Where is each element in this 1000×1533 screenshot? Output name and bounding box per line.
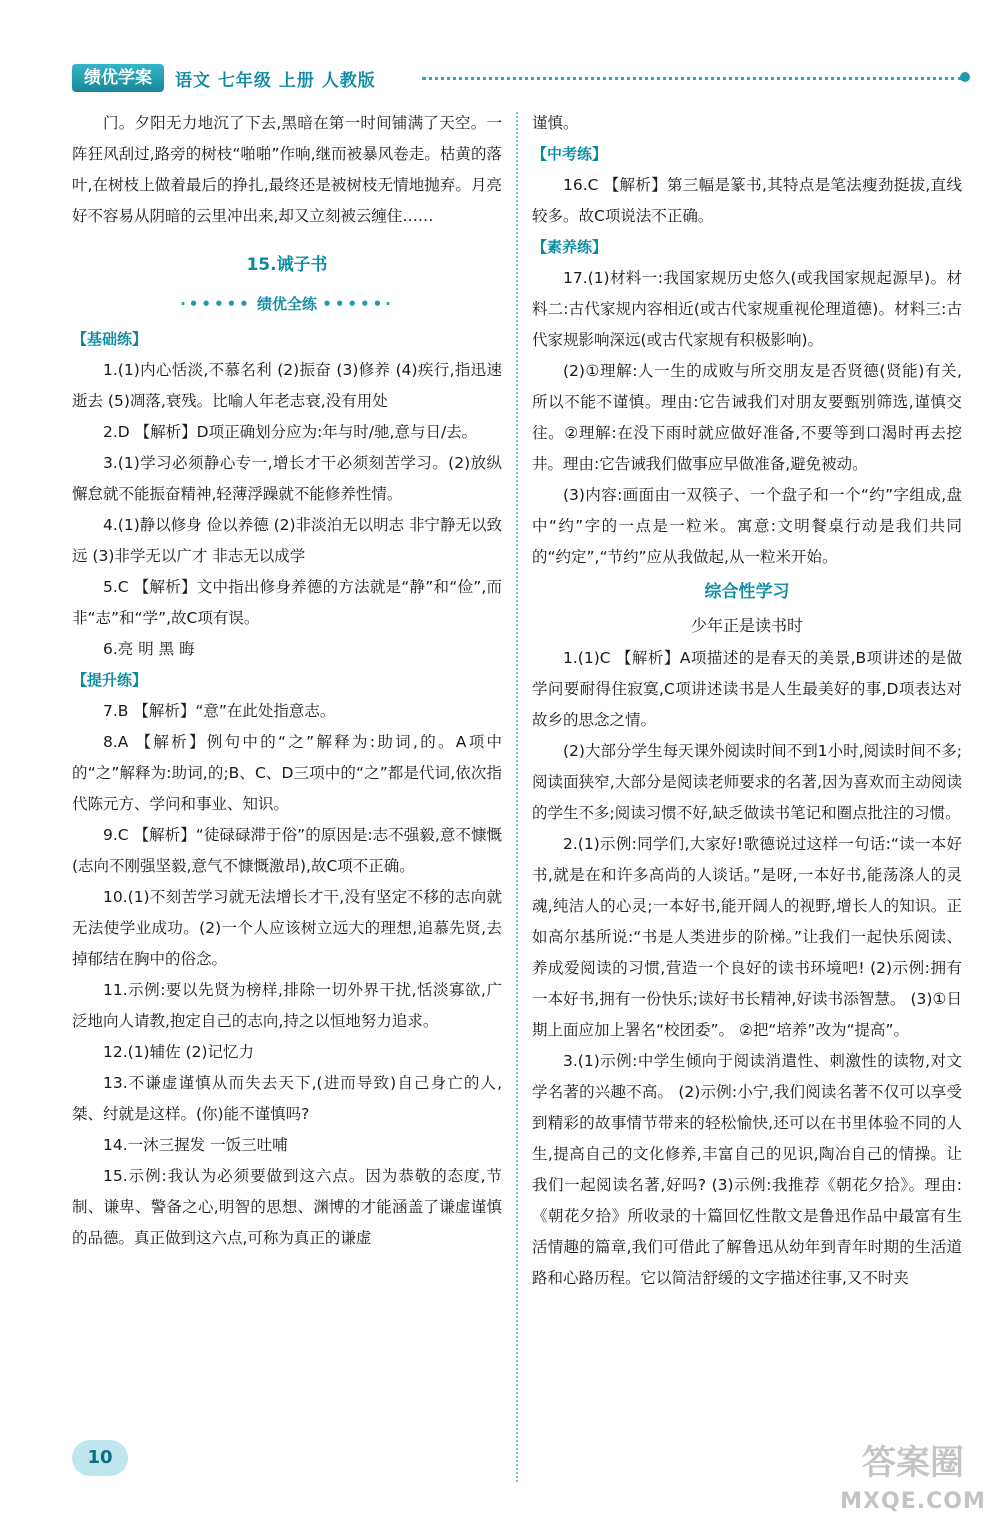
brand-logo: 绩优学案 [72, 64, 164, 92]
section-subtitle: 少年正是读书时 [690, 616, 803, 635]
answer-item: 14.一沐三握发 一饭三吐哺 [103, 1136, 288, 1154]
answer-item: (3)内容:画面由一双筷子、一个盘子和一个“约”字组成,盘中“约”字的一点是一粒米。寓意:文明餐桌行动是我们共同的“约定”,“节约”应从我做起,从一粒米开始。 [532, 486, 962, 566]
answer-item: (2)大部分学生每天课外阅读时间不到1小时,阅读时间不多;阅读面狭窄,大部分是阅读老师要求的名著,因为喜欢而主动阅读的学生不多;阅读习惯不好,缺乏做读书笔记和圈点批注的习惯。 [532, 742, 962, 822]
ribbon-dots-icon: •••••· [322, 295, 394, 313]
answer-item: 11.示例:要以先贤为榜样,排除一切外界干扰,恬淡寡欲,广泛地向人请教,抱定自己的志向,持之以恒地努力追求。 [72, 981, 502, 1030]
answer-item: 12.(1)辅佐 (2)记忆力 [103, 1043, 254, 1061]
answer-item: 3.(1)示例:中学生倾向于阅读消遣性、刺激性的读物,对文学名著的兴趣不高。 (2)示例:小宁,我们阅读名著不仅可以享受到精彩的故事情节带来的轻松愉快,还可以在书里体验不同的人生,提高自己的文化修养,丰富自己的见识,陶冶自己的情操。让我们一起阅读名著,好吗? (3)示例:我推荐《朝花夕拾》。理由:《朝花夕拾》所收录的十篇回忆性散文是鲁迅作品中最富有生活情趣的篇章,我们可借此了解鲁迅从幼年到青年时期的生活道路和心路历程。它以简洁舒缓的文字描述往事,又不时夹 [532, 1052, 962, 1287]
watermark-top: 答案圈 [862, 1443, 964, 1483]
answer-item: (2)①理解:人一生的成败与所交朋友是否贤德(贤能)有关,所以不能不谨慎。理由:它告诫我们对朋友要甄别筛选,谨慎交往。②理解:在没下雨时就应做好准备,不要等到口渴时再去挖井。理由:它告诫我们做事应早做准备,避免被动。 [532, 362, 962, 473]
continued-text: 谨慎。 [532, 114, 579, 132]
answer-item: 9.C 【解析】“徒碌碌滞于俗”的原因是:志不强毅,意不慷慨(志向不刚强坚毅,意气不慷慨激昂),故C项不正确。 [72, 826, 502, 875]
answer-item: 5.C 【解析】文中指出修身养德的方法就是“静”和“俭”,而非“志”和“学”,故C项有误。 [72, 578, 502, 627]
answer-item: 8.A 【解析】例句中的“之”解释为:助词,的。A项中的“之”解释为:助词,的;B、C、D三项中的“之”都是代词,依次指代陈元方、学问和事业、知识。 [72, 733, 502, 813]
answer-item: 1.(1)C 【解析】A项描述的是春天的美景,B项讲述的是做学问要耐得住寂寞,C项讲述读书是人生最美好的事,D项表达对故乡的思念之情。 [532, 649, 962, 729]
ribbon-label: 绩优全练 [256, 295, 317, 313]
answer-item: 7.B 【解析】“意”在此处指意志。 [103, 702, 336, 720]
answer-item: 6.亮 明 黑 晦 [103, 640, 195, 658]
section-title: 综合性学习 [704, 582, 790, 602]
answer-item: 2.(1)示例:同学们,大家好!歌德说过这样一句话:“读一本好书,就是在和许多高尚的人谈话。”是呀,一本好书,能荡涤人的灵魂,纯洁人的心灵;一本好书,能开阔人的视野,增长人的知识。正如高尔基所说:“书是人类进步的阶梯。”让我们一起快乐阅读、养成爱阅读的习惯,营造一个良好的读书环境吧! (2)示例:拥有一本好书,拥有一份快乐;读好书长精神,好读书添智慧。 (3)①日期上面应加上署名“校团委”。 ②把“培养”改为“提高”。 [532, 835, 962, 1039]
literacy-practice-tag: 【素养练】 [532, 238, 608, 256]
answer-item: 2.D 【解析】D项正确划分应为:年与时/驰,意与日/去。 [103, 423, 478, 441]
answer-item: 17.(1)材料一:我国家规历史悠久(或我国家规起源早)。材料二:古代家规内容相近(或古代家规重视伦理道德)。材料三:古代家规影响深远(或古代家规有积极影响)。 [532, 269, 962, 349]
answer-item: 10.(1)不刻苦学习就无法增长才干,没有坚定不移的志向就无法使学业成功。(2)一个人应该树立远大的理想,追慕先贤,去掉郁结在胸中的俗念。 [72, 888, 502, 968]
left-column [72, 108, 502, 1254]
column-divider [516, 112, 518, 1482]
basic-practice-tag: 【基础练】 [72, 330, 148, 348]
header-dotted-rule [422, 77, 962, 80]
answer-item: 4.(1)静以修身 俭以养德 (2)非淡泊无以明志 非宁静无以致远 (3)非学无以广才 非志无以成学 [72, 516, 502, 565]
answer-item: 3.(1)学习必须静心专一,增长才干必须刻苦学习。(2)放纵懈怠就不能振奋精神,轻薄浮躁就不能修养性情。 [72, 454, 502, 503]
advance-practice-tag: 【提升练】 [72, 671, 148, 689]
answer-item: 13.不谦虚谨慎从而失去天下,(进而导致)自己身亡的人,桀、纣就是这样。(你)能不谨慎吗? [72, 1074, 502, 1123]
answer-item: 15.示例:我认为必须要做到这六点。因为恭敬的态度,节制、谦卑、警备之心,明智的思想、渊博的才能涵盖了谦虚谨慎的品德。真正做到这六点,可称为真正的谦虚 [72, 1167, 502, 1247]
answer-item: 1.(1)内心恬淡,不慕名利 (2)振奋 (3)修养 (4)疾行,指迅速逝去 (5)凋落,衰残。比喻人年老志衰,没有用处 [72, 361, 502, 410]
lesson-title: 15.诫子书 [246, 255, 328, 275]
exam-practice-tag: 【中考练】 [532, 145, 608, 163]
right-column [532, 108, 962, 1294]
page-number: 10 [72, 1440, 128, 1476]
header-dot-icon [960, 72, 970, 82]
section-ribbon [72, 289, 502, 320]
watermark-bottom: MXQE.COM [840, 1489, 986, 1514]
page-header [72, 62, 972, 98]
subject-line: 语文 七年级 上册 人教版 [175, 71, 376, 91]
ribbon-dots-icon: ·••••• [180, 295, 252, 313]
watermark-logo [828, 1438, 998, 1533]
answer-item: 16.C 【解析】第三幅是篆书,其特点是笔法瘦劲挺拔,直线较多。故C项说法不正确。 [532, 176, 962, 225]
intro-paragraph: 门。夕阳无力地沉了下去,黑暗在第一时间铺满了天空。一阵狂风刮过,路旁的树枝“啪啪”作响,继而被暴风卷走。枯黄的落叶,在树枝上做着最后的挣扎,最终还是被树枝无情地抛弃。月亮好不容易从阴暗的云里冲出来,却又立刻被云缠住…… [72, 114, 502, 225]
